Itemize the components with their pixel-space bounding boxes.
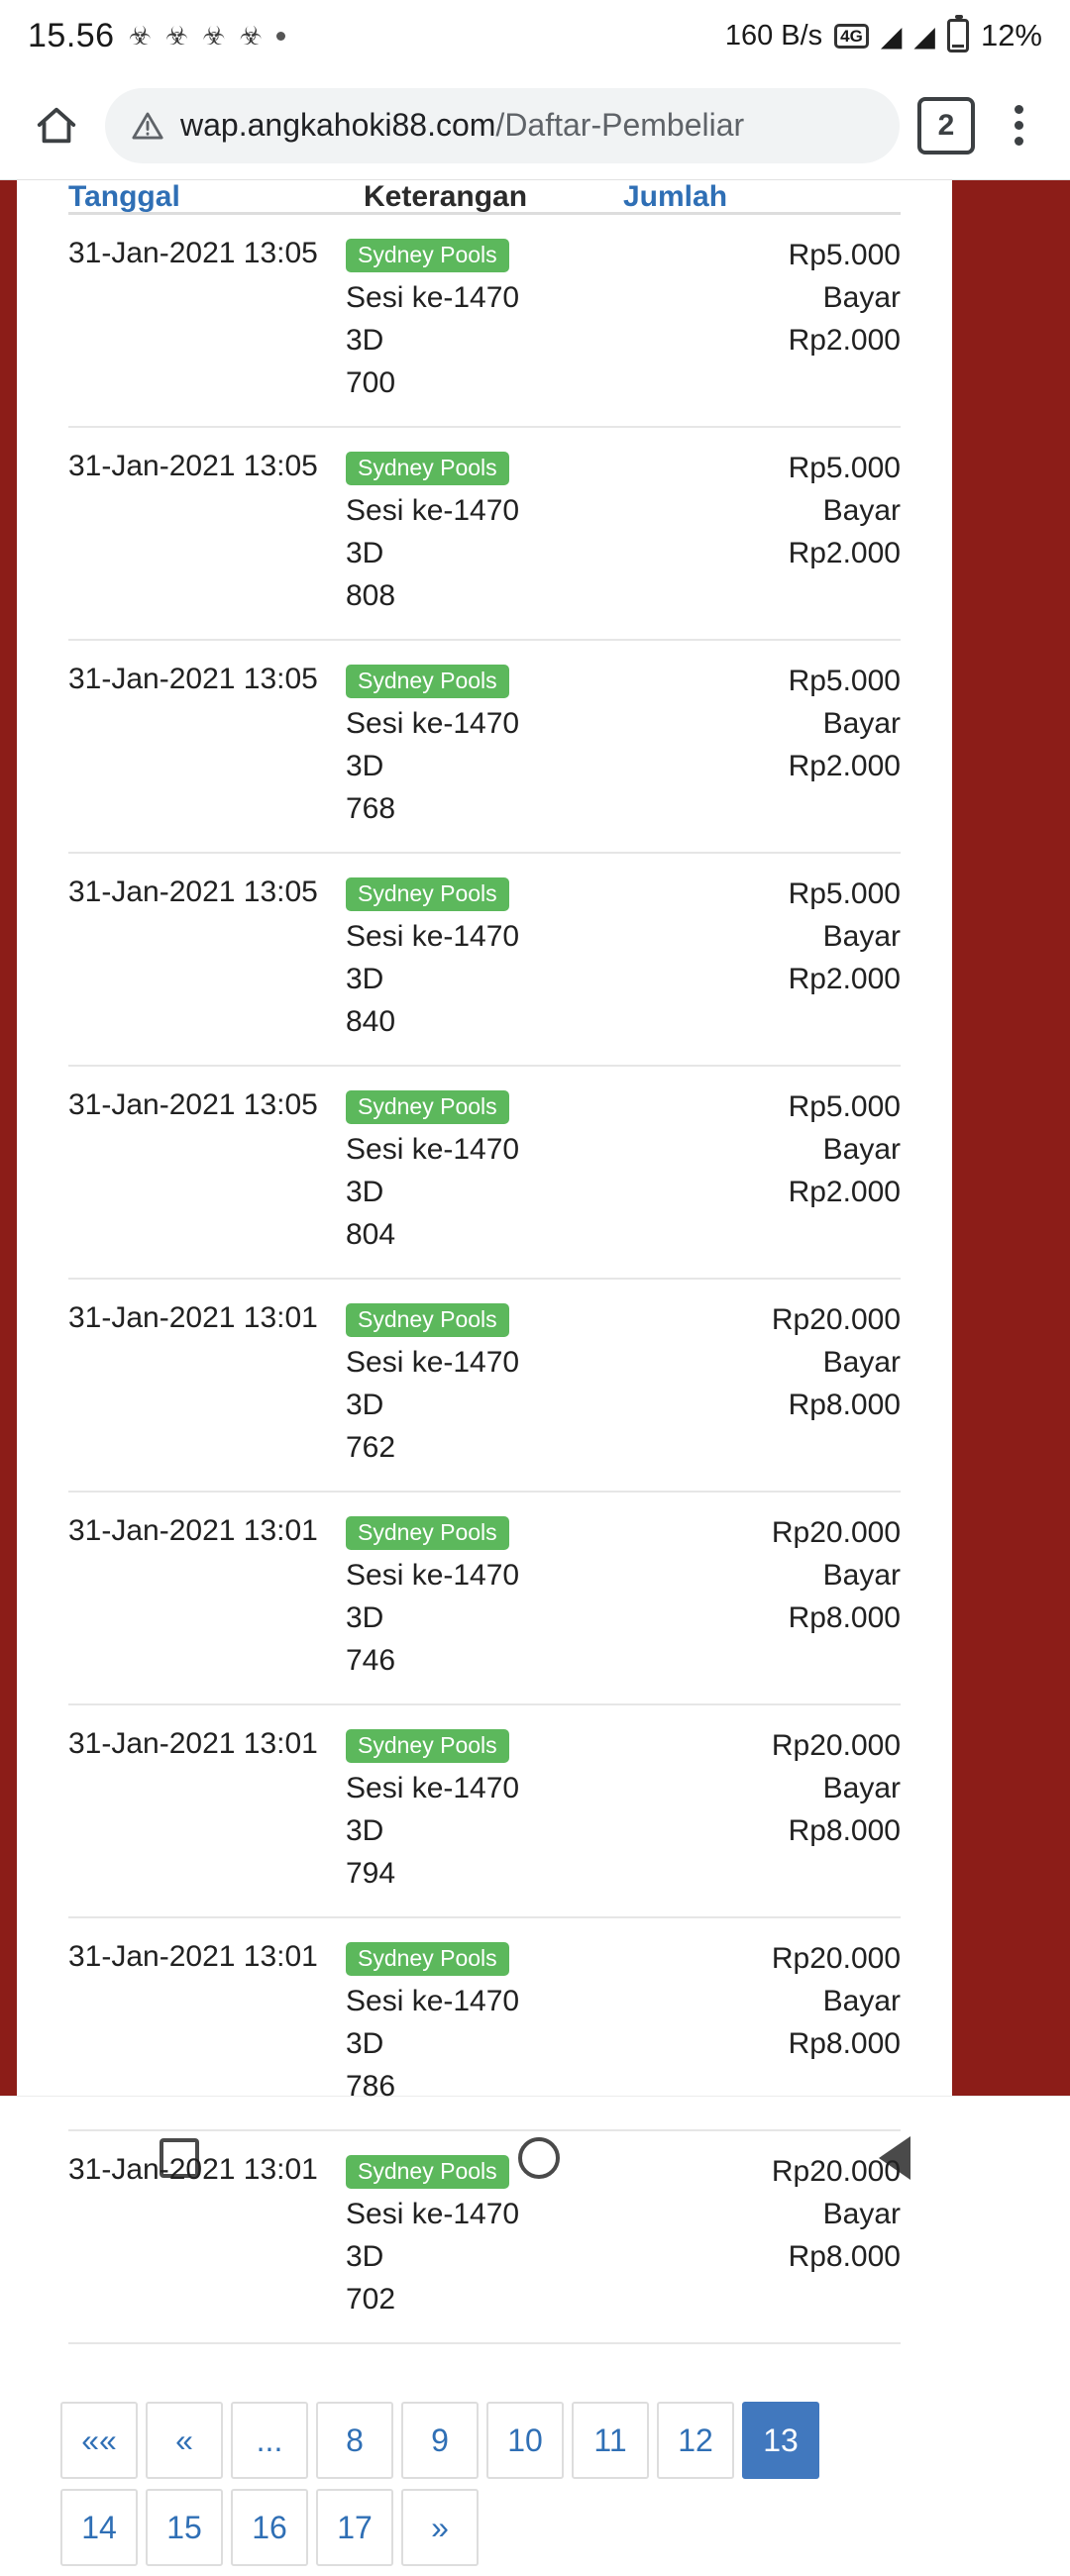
table-row <box>68 640 901 853</box>
status-clock: 15.56 <box>28 16 115 54</box>
amount-bayar-label: Bayar <box>822 494 901 527</box>
pagination-page-11[interactable]: 11 <box>572 2402 649 2479</box>
pagination-page-9[interactable]: 9 <box>401 2402 479 2479</box>
table-body <box>68 214 901 2344</box>
cell-nomor: 746 <box>346 1644 396 1677</box>
cell-jumlah <box>623 1279 901 1492</box>
cell-nomor: 840 <box>346 1005 396 1038</box>
battery-percent-label: 12% <box>980 18 1042 52</box>
cell-tanggal: 31-Jan-2021 13:05 <box>68 427 346 640</box>
cell-jenis: 3D <box>346 1814 384 1847</box>
amount-bayar-label: Bayar <box>822 1133 901 1166</box>
amount-bayar: Rp2.000 <box>788 750 901 782</box>
cell-jenis: 3D <box>346 324 384 357</box>
wifi-icon: ◢ <box>880 20 903 52</box>
cell-jenis: 3D <box>346 963 384 995</box>
amount-total: Rp20.000 <box>771 2155 901 2188</box>
amount-bayar-label: Bayar <box>822 1559 901 1592</box>
amount-bayar: Rp8.000 <box>788 2027 901 2060</box>
app-icon-1: ☣ <box>128 21 152 51</box>
cell-sesi: Sesi ke-1470 <box>346 920 520 953</box>
cell-nomor: 808 <box>346 579 396 612</box>
status-badge: Sydney Pools <box>346 239 509 272</box>
amount-bayar-label: Bayar <box>822 1772 901 1804</box>
table-row <box>68 1492 901 1704</box>
cell-tanggal: 31-Jan-2021 13:01 <box>68 2130 346 2343</box>
pagination-page-15[interactable]: 15 <box>146 2489 223 2566</box>
url-host: wap.angkahoki88.com <box>180 107 496 143</box>
battery-icon <box>947 19 969 52</box>
cell-jenis: 3D <box>346 1176 384 1208</box>
pagination-prev[interactable]: « <box>146 2402 223 2479</box>
cell-sesi: Sesi ke-1470 <box>346 2198 520 2230</box>
table-row <box>68 853 901 1066</box>
amount-bayar-label: Bayar <box>822 1346 901 1379</box>
column-header-keterangan: Keterangan <box>346 180 623 214</box>
pagination-page-16[interactable]: 16 <box>231 2489 308 2566</box>
cell-nomor: 700 <box>346 366 396 399</box>
cell-tanggal: 31-Jan-2021 13:05 <box>68 640 346 853</box>
table-row <box>68 427 901 640</box>
amount-total: Rp20.000 <box>771 1942 901 1975</box>
pagination-page-10[interactable]: 10 <box>486 2402 564 2479</box>
amount-bayar-label: Bayar <box>822 707 901 740</box>
pagination-page-13-current[interactable]: 13 <box>742 2402 819 2479</box>
cell-nomor: 786 <box>346 2070 396 2103</box>
status-badge: Sydney Pools <box>346 1729 509 1763</box>
cell-tanggal: 31-Jan-2021 13:05 <box>68 853 346 1066</box>
app-icon-3: ☣ <box>202 21 226 51</box>
cell-sesi: Sesi ke-1470 <box>346 707 520 740</box>
cell-nomor: 794 <box>346 1857 396 1890</box>
amount-bayar: Rp8.000 <box>788 1389 901 1421</box>
cell-tanggal: 31-Jan-2021 13:01 <box>68 1492 346 1704</box>
table-row <box>68 214 901 428</box>
cell-jumlah <box>623 214 901 428</box>
cell-keterangan <box>346 427 623 640</box>
table-row <box>68 1279 901 1492</box>
table-row <box>68 1704 901 1917</box>
tab-switcher-button[interactable] <box>917 97 975 155</box>
pagination-page-17[interactable]: 17 <box>316 2489 393 2566</box>
cell-sesi: Sesi ke-1470 <box>346 1133 520 1166</box>
cell-keterangan <box>346 1066 623 1279</box>
status-badge: Sydney Pools <box>346 1090 509 1124</box>
cell-tanggal: 31-Jan-2021 13:05 <box>68 214 346 428</box>
transaction-table-wrapper <box>17 180 952 2344</box>
cell-sesi: Sesi ke-1470 <box>346 1985 520 2017</box>
cell-keterangan <box>346 2130 623 2343</box>
status-bar-left <box>28 17 725 55</box>
cell-jenis: 3D <box>346 1389 384 1421</box>
cell-jumlah <box>623 2130 901 2343</box>
cell-nomor: 804 <box>346 1218 396 1251</box>
cell-jenis: 3D <box>346 2027 384 2060</box>
status-badge: Sydney Pools <box>346 452 509 485</box>
transaction-table <box>68 180 901 2344</box>
cell-jenis: 3D <box>346 750 384 782</box>
not-secure-warning-icon <box>131 109 164 143</box>
cell-jumlah <box>623 1917 901 2130</box>
cell-jumlah <box>623 853 901 1066</box>
cell-tanggal: 31-Jan-2021 13:01 <box>68 1917 346 2130</box>
overflow-menu-icon[interactable] <box>993 95 1044 156</box>
app-icon-4: ☣ <box>239 21 263 51</box>
network-speed-label: 160 B/s <box>724 19 823 52</box>
home-icon[interactable] <box>26 95 87 156</box>
column-header-jumlah: Jumlah <box>623 180 901 214</box>
app-icon-2: ☣ <box>164 21 189 51</box>
cell-keterangan <box>346 640 623 853</box>
url-text <box>180 107 744 144</box>
status-badge: Sydney Pools <box>346 2155 509 2189</box>
url-bar[interactable] <box>105 88 900 163</box>
cell-sesi: Sesi ke-1470 <box>346 281 520 314</box>
amount-total: Rp20.000 <box>771 1729 901 1762</box>
amount-bayar: Rp2.000 <box>788 537 901 569</box>
table-row <box>68 2130 901 2343</box>
pagination-page-12[interactable]: 12 <box>657 2402 734 2479</box>
amount-total: Rp5.000 <box>788 665 901 697</box>
amount-bayar: Rp8.000 <box>788 1814 901 1847</box>
tab-count-label: 2 <box>937 108 955 142</box>
amount-bayar-label: Bayar <box>822 1985 901 2017</box>
pagination-next[interactable]: » <box>401 2489 479 2566</box>
cell-sesi: Sesi ke-1470 <box>346 1772 520 1804</box>
android-status-bar <box>0 0 1070 71</box>
amount-bayar-label: Bayar <box>822 281 901 314</box>
cell-nomor: 762 <box>346 1431 396 1464</box>
amount-total: Rp5.000 <box>788 452 901 484</box>
cell-sesi: Sesi ke-1470 <box>346 1559 520 1592</box>
amount-bayar: Rp8.000 <box>788 2240 901 2273</box>
amount-bayar: Rp8.000 <box>788 1601 901 1634</box>
cell-sesi: Sesi ke-1470 <box>346 1346 520 1379</box>
status-badge: Sydney Pools <box>346 877 509 911</box>
content-column <box>17 180 952 2545</box>
cell-keterangan <box>346 1492 623 1704</box>
cell-nomor: 702 <box>346 2283 396 2316</box>
cellular-signal-icon: ◢ <box>913 20 935 52</box>
browser-toolbar <box>0 71 1070 180</box>
cell-tanggal: 31-Jan-2021 13:05 <box>68 1066 346 1279</box>
pagination-ellipsis[interactable]: ... <box>231 2402 308 2479</box>
pagination-page-14[interactable]: 14 <box>60 2489 138 2566</box>
cell-jumlah <box>623 1066 901 1279</box>
amount-bayar: Rp2.000 <box>788 963 901 995</box>
column-header-tanggal: Tanggal <box>68 180 346 214</box>
cell-jumlah <box>623 427 901 640</box>
cell-keterangan <box>346 1917 623 2130</box>
cell-jumlah <box>623 1492 901 1704</box>
url-path: /Daftar-Pembeliar <box>495 107 745 143</box>
cell-jenis: 3D <box>346 2240 384 2273</box>
pagination <box>17 2402 952 2576</box>
amount-bayar: Rp2.000 <box>788 1176 901 1208</box>
amount-total: Rp20.000 <box>771 1516 901 1549</box>
cell-keterangan <box>346 1279 623 1492</box>
cell-sesi: Sesi ke-1470 <box>346 494 520 527</box>
amount-total: Rp5.000 <box>788 239 901 271</box>
status-badge: Sydney Pools <box>346 665 509 698</box>
table-row <box>68 1066 901 1279</box>
amount-bayar-label: Bayar <box>822 920 901 953</box>
cell-keterangan <box>346 853 623 1066</box>
mobile-data-icon: 4G <box>834 24 869 49</box>
cell-jenis: 3D <box>346 1601 384 1634</box>
pagination-first[interactable]: «« <box>60 2402 138 2479</box>
amount-total: Rp20.000 <box>771 1303 901 1336</box>
cell-keterangan <box>346 214 623 428</box>
webpage-viewport <box>0 180 1070 2545</box>
status-badge: Sydney Pools <box>346 1942 509 1976</box>
cell-jenis: 3D <box>346 537 384 569</box>
status-badge: Sydney Pools <box>346 1303 509 1337</box>
status-badge: Sydney Pools <box>346 1516 509 1550</box>
dot-icon <box>276 32 285 41</box>
table-header <box>68 180 901 214</box>
amount-bayar: Rp2.000 <box>788 324 901 357</box>
amount-total: Rp5.000 <box>788 1090 901 1123</box>
cell-tanggal: 31-Jan-2021 13:01 <box>68 1704 346 1917</box>
cell-tanggal: 31-Jan-2021 13:01 <box>68 1279 346 1492</box>
cell-keterangan <box>346 1704 623 1917</box>
status-bar-right <box>725 18 1042 53</box>
amount-total: Rp5.000 <box>788 877 901 910</box>
cell-nomor: 768 <box>346 792 396 825</box>
cell-jumlah <box>623 1704 901 1917</box>
cell-jumlah <box>623 640 901 853</box>
table-row <box>68 1917 901 2130</box>
amount-bayar-label: Bayar <box>822 2198 901 2230</box>
pagination-page-8[interactable]: 8 <box>316 2402 393 2479</box>
